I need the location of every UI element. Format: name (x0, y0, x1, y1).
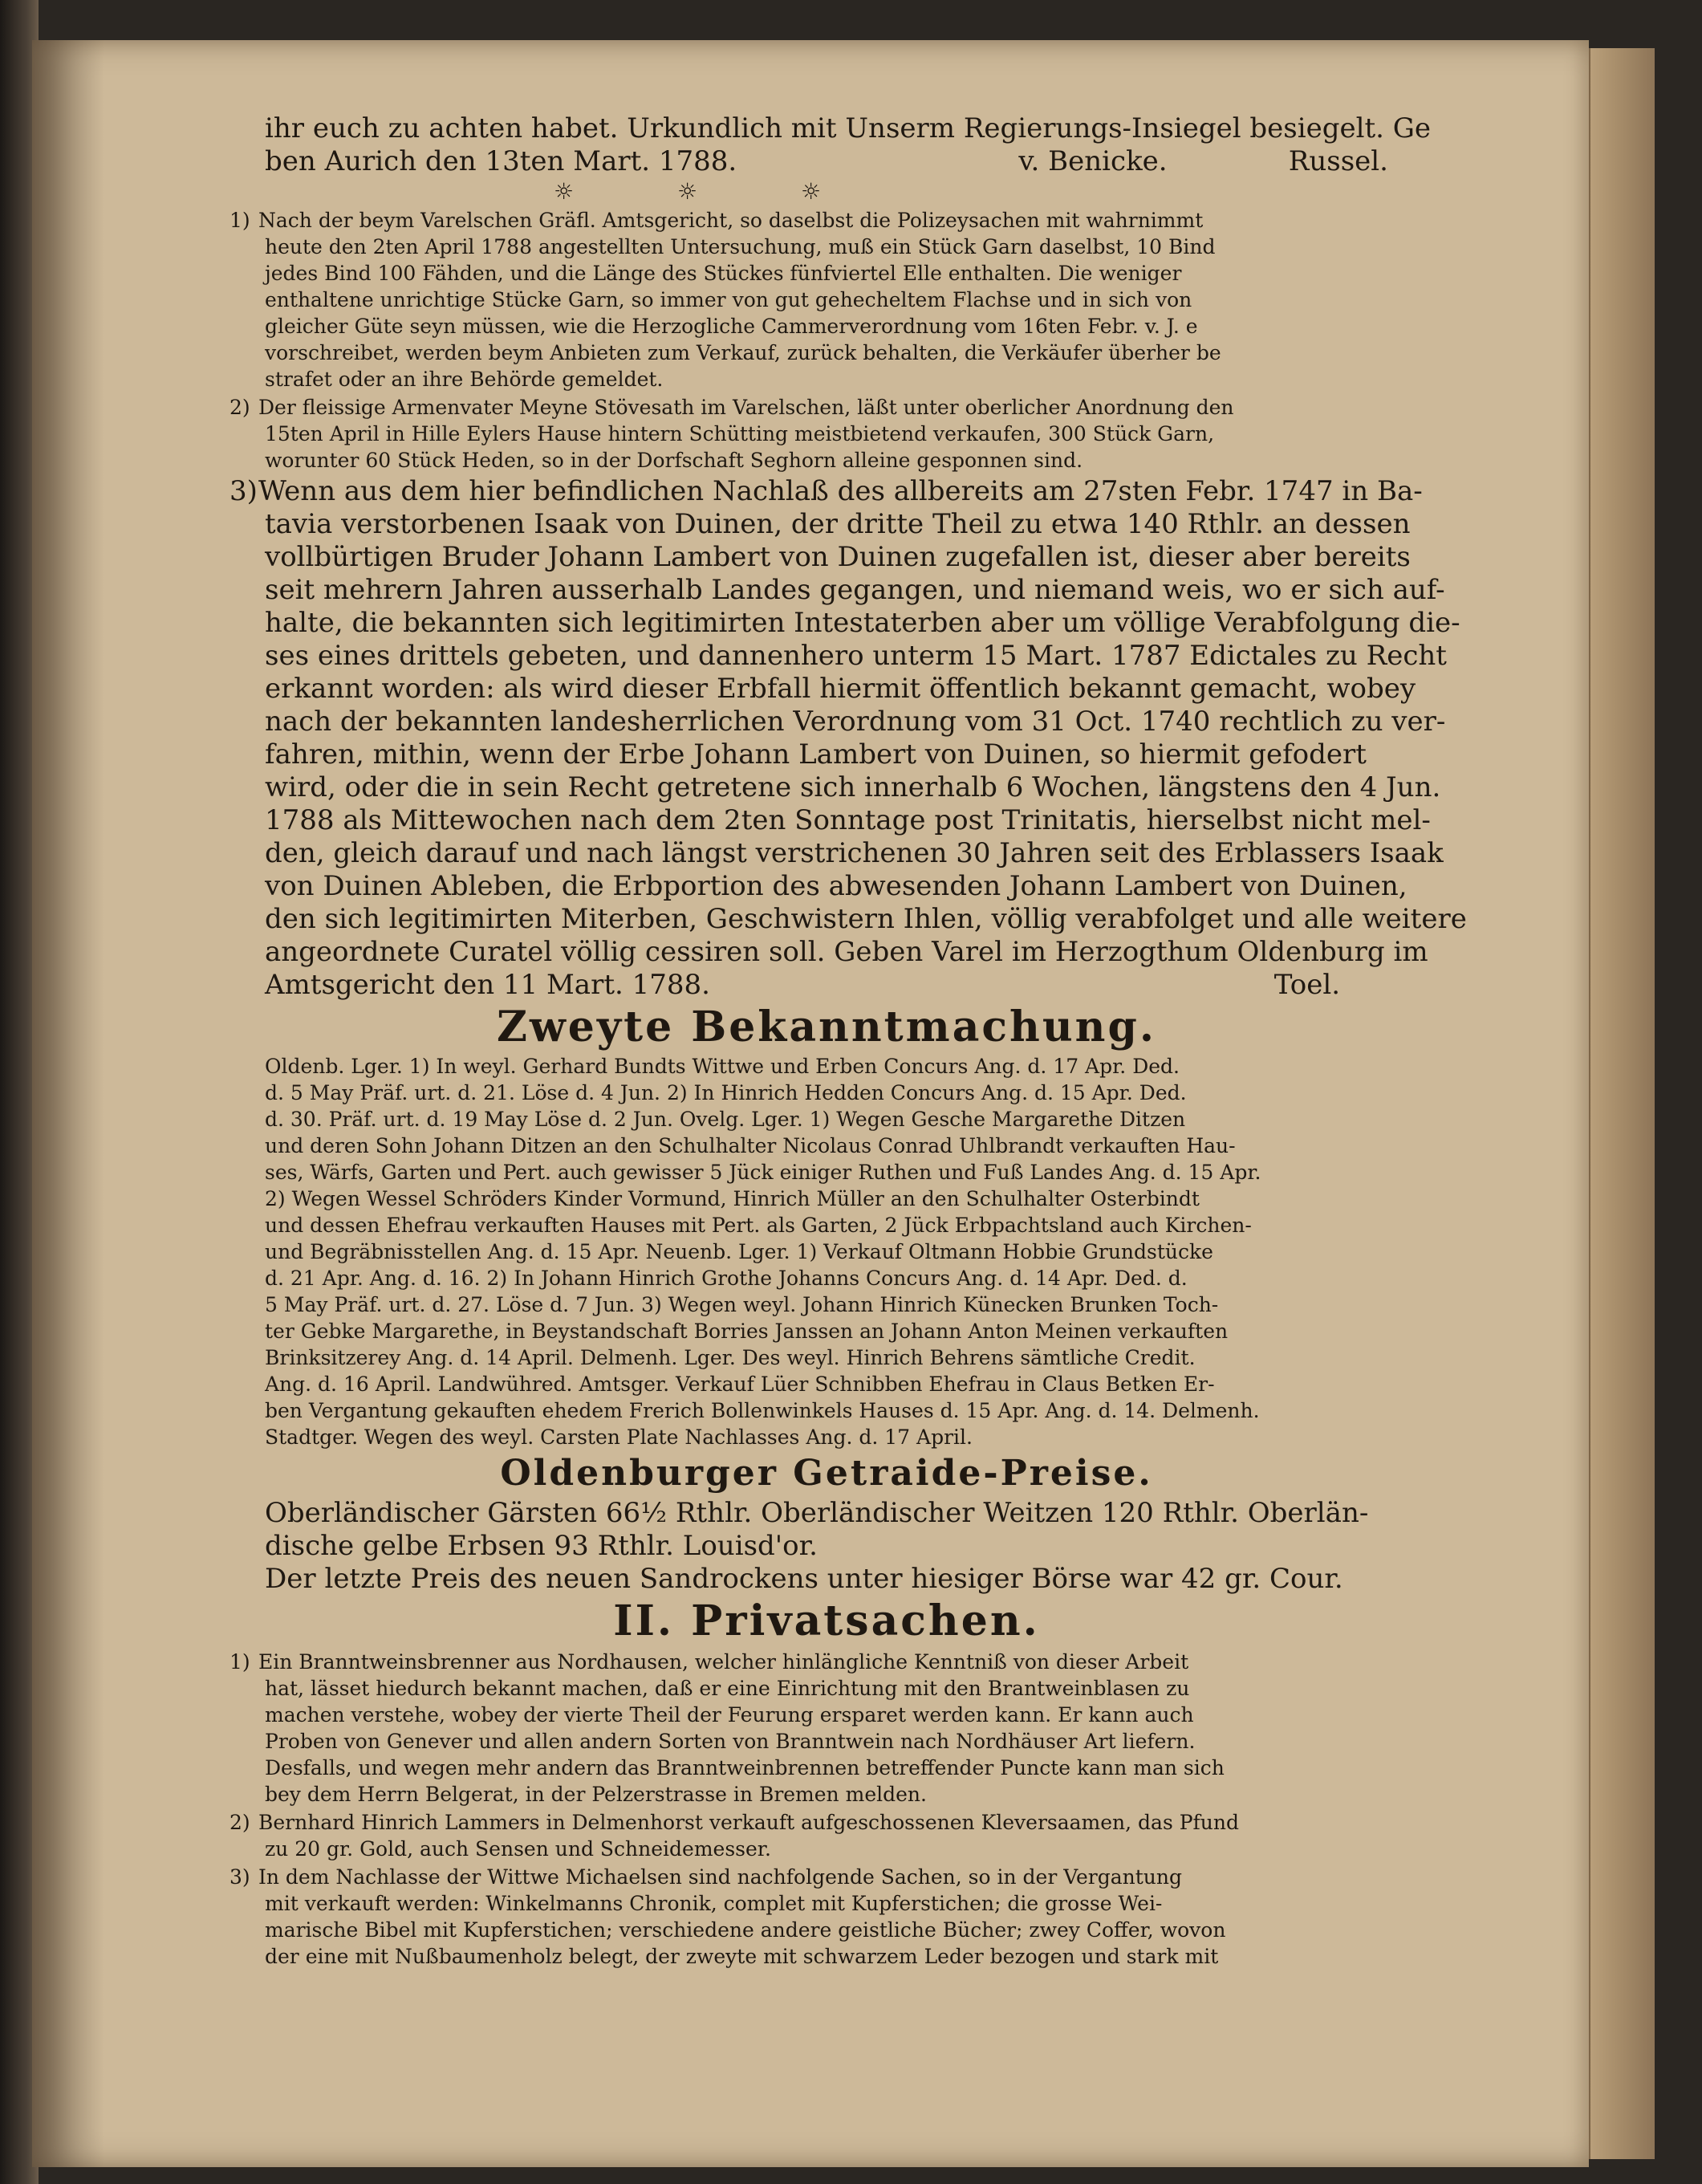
line-text: ses, Wärfs, Garten und Pert. auch gewisser 5 Jück einiger Ruthen und Fuß Landes Ang. d. 15 Apr. (265, 1161, 1261, 1184)
text-line (230, 1809, 1388, 1836)
text-line (265, 1702, 1388, 1728)
text-line (265, 1530, 1388, 1563)
line-text: den sich legitimirten Miterben, Geschwistern Ihlen, völlig verabfolget und alle weitere (265, 903, 1467, 935)
item-number: 3) (230, 1865, 250, 1889)
notice-3-text (230, 475, 1467, 969)
line-text: enthaltene unrichtige Stücke Garn, so immer von gut gehecheltem Flachse und in sich von (265, 288, 1192, 311)
text-line (265, 738, 1388, 771)
text-line (265, 1291, 1388, 1318)
text-line (265, 1781, 1388, 1808)
text-line (265, 936, 1428, 969)
line-text: Nach der beym Varelschen Gräfl. Amtsgericht, so daselbst die Polizeysachen mit wahrnimmt (258, 209, 1204, 232)
line-text: jedes Bind 100 Fähden, und die Länge des Stückes fünfviertel Elle enthalten. Die weniger (265, 262, 1182, 285)
text-line (265, 1424, 1388, 1450)
line-text: fahren, mithin, wenn der Erbe Johann Lambert von Duinen, so hiermit gefodert (265, 738, 1367, 771)
notice-1 (230, 207, 1388, 392)
text-line (265, 1212, 1388, 1238)
line-text: strafet oder an ihre Behörde gemeldet. (265, 368, 664, 391)
text-line (265, 1943, 1388, 1970)
line-text: dische gelbe Erbsen 93 Rthlr. Louisd'or. (265, 1530, 818, 1562)
top-line-1: ihr euch zu achten habet. Urkundlich mit Unserm Regierungs-Insiegel besiegelt. Ge (265, 112, 1432, 144)
line-text: Oberländischer Gärsten 66½ Rthlr. Oberländischer Weitzen 120 Rthlr. Oberlän- (265, 1497, 1369, 1529)
line-text: den, gleich darauf und nach längst verstrichenen 30 Jahren seit des Erblassers Isaak (265, 837, 1444, 869)
text-line (265, 837, 1444, 870)
section-ornament: ☼ ☼ ☼ (554, 178, 870, 205)
line-text: vollbürtigen Bruder Johann Lambert von Duinen zugefallen ist, dieser aber bereits (265, 541, 1411, 573)
line-text: gleicher Güte seyn müssen, wie die Herzogliche Cammerverordnung vom 16ten Febr. v. J. e (265, 315, 1198, 338)
line-text: mit verkauft werden: Winkelmanns Chronik, complet mit Kupferstichen; die grosse Wei- (265, 1892, 1163, 1915)
item-number: 1) (230, 1650, 250, 1674)
item-number: 2) (230, 396, 250, 419)
zweyte-bekanntmachung-text (265, 1053, 1388, 1450)
date-line: ben Aurich den 13ten Mart. 1788. (265, 145, 737, 177)
line-text: 5 May Präf. urt. d. 27. Löse d. 7 Jun. 3) Wegen weyl. Johann Hinrich Künecken Brunken Toch- (265, 1293, 1219, 1316)
notice-3-signature: Toel. (1273, 969, 1340, 1001)
line-text: d. 21 Apr. Ang. d. 16. 2) In Johann Hinrich Grothe Johanns Concurs Ang. d. 14 Apr. Ded. d. (265, 1267, 1188, 1290)
text-line (265, 607, 1460, 640)
text-line (265, 1159, 1388, 1186)
line-text: marische Bibel mit Kupferstichen; verschiedene andere geistliche Bücher; zwey Coffer, wovon (265, 1918, 1226, 1942)
text-line (265, 1344, 1388, 1371)
line-text: zu 20 gr. Gold, auch Sensen und Schneidemesser. (265, 1837, 771, 1861)
page-text (230, 112, 1467, 1970)
text-line (230, 1864, 1388, 1890)
private-notice-3 (230, 1864, 1388, 1970)
text-line (265, 260, 1388, 287)
text-line (265, 1238, 1388, 1265)
text-line (265, 541, 1411, 574)
text-line (265, 447, 1388, 474)
text-line (265, 673, 1416, 706)
text-line (265, 287, 1388, 313)
item-number: 2) (230, 1811, 250, 1834)
text-line (230, 475, 1423, 508)
line-text: und dessen Ehefrau verkauften Hauses mit Pert. als Garten, 2 Jück Erbpachtsland auch Kirchen- (265, 1214, 1252, 1237)
text-line (265, 1728, 1388, 1755)
text-line (265, 508, 1411, 541)
text-line (265, 340, 1388, 366)
line-text: der eine mit Nußbaumenholz belegt, der zweyte mit schwarzem Leder bezogen und stark mit (265, 1945, 1219, 1968)
line-text: angeordnete Curatel völlig cessiren soll. Geben Varel im Herzogthum Oldenburg im (265, 936, 1428, 968)
text-line (265, 1186, 1388, 1212)
line-text: bey dem Herrn Belgerat, in der Pelzerstrasse in Bremen melden. (265, 1783, 927, 1806)
notice-2 (230, 394, 1388, 474)
line-text: d. 30. Präf. urt. d. 19 May Löse d. 2 Jun. Ovelg. Lger. 1) Wegen Gesche Margarethe Ditzen (265, 1108, 1186, 1131)
line-text: erkannt worden: als wird dieser Erbfall hiermit öffentlich bekannt gemacht, wobey (265, 673, 1416, 705)
line-text: machen verstehe, wobey der vierte Theil der Feurung ersparet werden kann. Er kann auch (265, 1703, 1194, 1726)
signature-benicke: v. Benicke. (1018, 145, 1168, 177)
line-text: nach der bekannten landesherrlichen Verordnung vom 31 Oct. 1740 rechtlich zu ver- (265, 706, 1446, 738)
text-line (265, 1106, 1388, 1133)
text-line (265, 574, 1445, 607)
line-text: Desfalls, und wegen mehr andern das Branntweinbrennen betreffender Puncte kann man sich (265, 1756, 1225, 1779)
line-text: Stadtger. Wegen des weyl. Carsten Plate Nachlasses Ang. d. 17 April. (265, 1425, 973, 1449)
text-line (265, 771, 1441, 804)
line-text: 2) Wegen Wessel Schröders Kinder Vormund, Hinrich Müller an den Schulhalter Osterbindt (265, 1187, 1200, 1210)
item-number: 1) (230, 209, 250, 232)
line-text: vorschreibet, werden beym Anbieten zum Verkauf, zurück behalten, die Verkäufer überher be (265, 341, 1221, 364)
text-line (265, 640, 1447, 673)
line-text: und deren Sohn Johann Ditzen an den Schulhalter Nicolaus Conrad Uhlbrandt verkauften Hau- (265, 1134, 1236, 1157)
text-line (265, 1371, 1388, 1397)
line-text: d. 5 May Präf. urt. d. 21. Löse d. 4 Jun. 2) In Hinrich Hedden Concurs Ang. d. 15 Apr. Ded. (265, 1081, 1187, 1104)
notice-3-last-line (265, 969, 1388, 1002)
text-line (230, 394, 1388, 421)
line-text: wird, oder die in sein Recht getretene sich innerhalb 6 Wochen, längstens den 4 Jun. (265, 771, 1441, 803)
text-line (265, 1675, 1388, 1702)
heading-privatsachen: II. Privatsachen. (613, 1596, 1040, 1645)
line-text: Der fleissige Armenvater Meyne Stövesath im Varelschen, läßt unter oberlicher Anordnung den (258, 396, 1234, 419)
text-line (265, 1755, 1388, 1781)
text-line (230, 1649, 1388, 1675)
item-number: 3) (230, 475, 258, 507)
text-line (265, 1497, 1388, 1530)
top-line-2 (265, 145, 1388, 178)
text-line (265, 1917, 1388, 1943)
text-line (265, 1318, 1388, 1344)
line-text: ben Vergantung gekauften ehedem Frerich Bollenwinkels Hauses d. 15 Apr. Ang. d. 14. Delmenh. (265, 1399, 1260, 1422)
privatsachen-list (230, 1649, 1388, 1970)
line-text: Bernhard Hinrich Lammers in Delmenhorst verkauft aufgeschossenen Kleversaamen, das Pfund (258, 1811, 1240, 1834)
text-line (265, 234, 1388, 260)
page-edges (1589, 48, 1655, 2159)
text-line (265, 870, 1408, 903)
line-text: ter Gebke Margarethe, in Beystandschaft Borries Janssen an Johann Anton Meinen verkauften (265, 1320, 1229, 1343)
text-line (230, 207, 1388, 234)
private-notice-1 (230, 1649, 1388, 1808)
line-text: und Begräbnisstellen Ang. d. 15 Apr. Neuenb. Lger. 1) Verkauf Oltmann Hobbie Grundstücke (265, 1240, 1213, 1263)
text-line (265, 1053, 1388, 1080)
line-text: heute den 2ten April 1788 angestellten Untersuchung, muß ein Stück Garn daselbst, 10 Bind (265, 235, 1216, 258)
text-line (265, 1890, 1388, 1917)
heading-zweyte-bekanntmachung: Zweyte Bekanntmachung. (497, 1003, 1156, 1051)
signature-russel: Russel. (1288, 145, 1388, 177)
line-text: von Duinen Ableben, die Erbportion des abwesenden Johann Lambert von Duinen, (265, 870, 1408, 902)
text-line (265, 706, 1446, 738)
line-text: Brinksitzerey Ang. d. 14 April. Delmenh. Lger. Des weyl. Hinrich Behrens sämtliche Credit. (265, 1346, 1196, 1369)
getraide-preise-text (265, 1497, 1388, 1596)
line-text: In dem Nachlasse der Wittwe Michaelsen sind nachfolgende Sachen, so in der Vergantung (258, 1865, 1182, 1889)
line-text: 15ten April in Hille Eylers Hause hintern Schütting meistbietend verkaufen, 300 Stück Garn, (265, 422, 1215, 445)
text-line (265, 1133, 1388, 1159)
text-line (265, 903, 1467, 936)
text-line (265, 313, 1388, 340)
text-line (265, 1563, 1388, 1596)
line-text: halte, die bekannten sich legitimirten Intestaterben aber um völlige Verabfolgung die- (265, 607, 1460, 639)
page-gutter-shadow (32, 40, 104, 2167)
line-text: Proben von Genever und allen andern Sorten von Branntwein nach Nordhäuser Art liefern. (265, 1730, 1196, 1753)
line-text: 1788 als Mittewochen nach dem 2ten Sonntage post Trinitatis, hierselbst nicht mel- (265, 804, 1431, 836)
heading-getraide-preise: Oldenburger Getraide-Preise. (500, 1453, 1153, 1494)
notice-3-date: Amtsgericht den 11 Mart. 1788. (265, 969, 710, 1001)
line-text: hat, lässet hiedurch bekannt machen, daß er eine Einrichtung mit den Brantweinblasen zu (265, 1677, 1190, 1700)
line-text: worunter 60 Stück Heden, so in der Dorfschaft Seghorn alleine gesponnen sind. (265, 449, 1083, 472)
text-line (265, 804, 1431, 837)
text-line (265, 1265, 1388, 1291)
text-line (265, 366, 1388, 392)
text-line (265, 1836, 1388, 1862)
text-line (265, 1080, 1388, 1106)
text-line (265, 421, 1388, 447)
line-text: Ang. d. 16 April. Landwühred. Amtsger. Verkauf Lüer Schnibben Ehefrau in Claus Betken Er- (265, 1373, 1215, 1396)
line-text: Wenn aus dem hier befindlichen Nachlaß des allbereits am 27sten Febr. 1747 in Ba- (258, 475, 1423, 507)
line-text: seit mehrern Jahren ausserhalb Landes gegangen, und niemand weis, wo er sich auf- (265, 574, 1445, 606)
line-text: Oldenb. Lger. 1) In weyl. Gerhard Bundts Wittwe und Erben Concurs Ang. d. 17 Apr. Ded. (265, 1055, 1180, 1078)
notice-3 (230, 475, 1467, 1002)
line-text: Der letzte Preis des neuen Sandrockens unter hiesiger Börse war 42 gr. Cour. (265, 1563, 1343, 1595)
notices-list (230, 207, 1388, 474)
line-text: Ein Branntweinsbrenner aus Nordhausen, welcher hinlängliche Kenntniß von dieser Arbeit (258, 1650, 1189, 1674)
private-notice-2 (230, 1809, 1388, 1862)
text-line (265, 1397, 1388, 1424)
line-text: ses eines drittels gebeten, und dannenhero unterm 15 Mart. 1787 Edictales zu Recht (265, 640, 1447, 672)
line-text: tavia verstorbenen Isaak von Duinen, der dritte Theil zu etwa 140 Rthlr. an dessen (265, 508, 1411, 540)
